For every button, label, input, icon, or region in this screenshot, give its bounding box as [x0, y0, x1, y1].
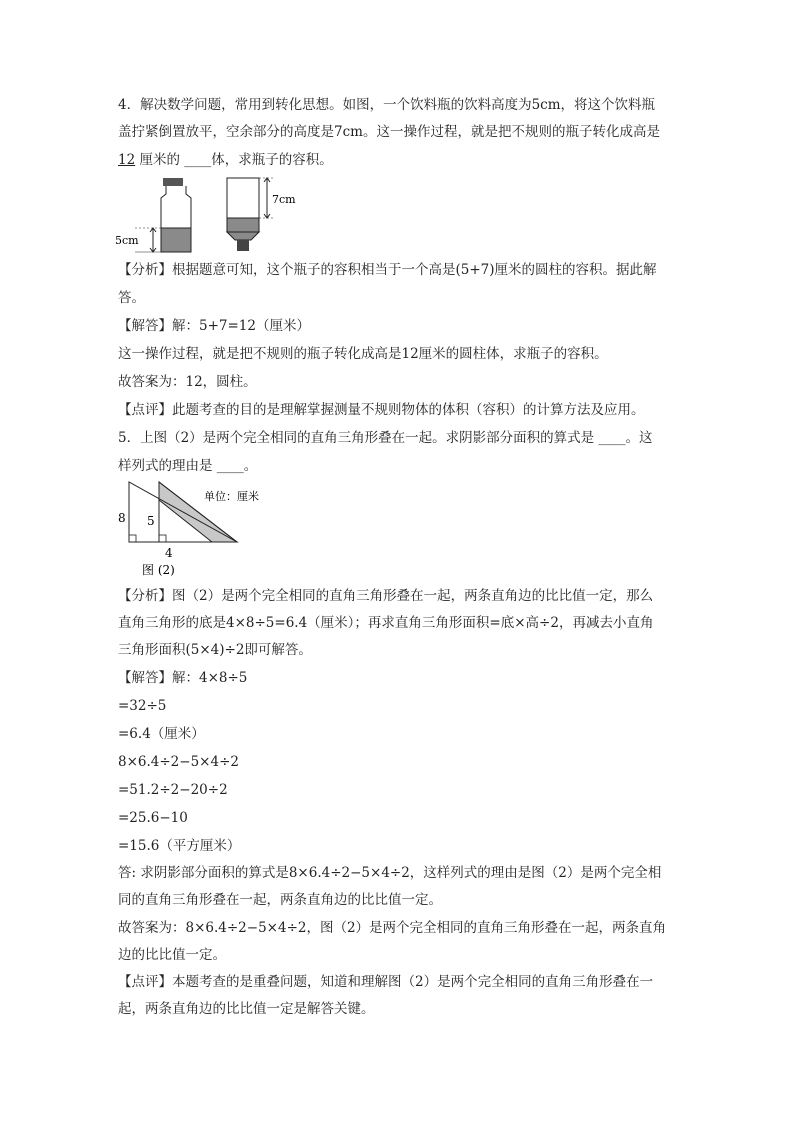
q4-analysis-line2: 答。: [118, 290, 145, 306]
q5-solution-line3: =6.4（厘米）: [118, 726, 205, 742]
q5-solution-line7: =15.6（平方厘米）: [118, 838, 241, 854]
q5-final-answer-line1: 故答案为：8×6.4÷2−5×4÷2，图（2）是两个完全相同的直角三角形叠在一起，两条直角: [118, 920, 667, 936]
q5-final-answer-line2: 边的比比值一定。: [118, 947, 226, 963]
triangle-figure: [115, 478, 305, 578]
q4-text-end: 体，求瓶子的容积。: [211, 152, 333, 168]
q5-solution-line1: 【解答】解：4×8÷5: [118, 670, 248, 686]
q5-comment-line2: 起，两条直角边的比比值一定是解答关键。: [118, 1001, 375, 1017]
q5-solution-line4: 8×6.4÷2−5×4÷2: [118, 754, 239, 770]
label-4: 4: [165, 546, 173, 560]
q4-answer: 故答案为：12，圆柱。: [118, 374, 257, 390]
q5-comment-line1: 【点评】本题考查的是重叠问题，知道和理解图（2）是两个完全相同的直角三角形叠在一: [118, 974, 654, 990]
bottle-figure: [115, 176, 305, 256]
unit-label: 单位：厘米: [204, 490, 259, 503]
fig-label-5cm: 5cm: [115, 234, 139, 247]
q5-text-line2: 样列式的理由是 ____。: [118, 458, 258, 474]
q4-text-unit: 厘米的: [135, 152, 185, 168]
q5-analysis-line3: 三角形面积(5×4)÷2即可解答。: [118, 642, 312, 658]
q5-analysis-line2: 直角三角形的底是4×8÷5=6.4（厘米）；再求直角三角形面积=底×高÷2，再减去小直角: [118, 615, 654, 631]
upright-bottle: [115, 178, 191, 252]
q5-solution-line5: =51.2÷2−20÷2: [118, 782, 228, 798]
q5-text-line1: 5．上图（2）是两个完全相同的直角三角形叠在一起。求阴影部分面积的算式是 ____。这: [118, 430, 653, 446]
q4-solution-line2: 这一操作过程，就是把不规则的瓶子转化成高是12厘米的圆柱体，求瓶子的容积。: [118, 346, 608, 362]
q5-reply-line2: 同的直角三角形叠在一起，两条直角边的比比值一定。: [118, 892, 442, 908]
q5-analysis-line1: 【分析】图（2）是两个完全相同的直角三角形叠在一起，两条直角边的比比值一定，那么: [118, 588, 654, 604]
q4-text-line2: 盖拧紧倒置放平，空余部分的高度是7cm。这一操作过程，就是把不规则的瓶子转化成高是: [118, 124, 660, 140]
right-angle-mark-right: [159, 535, 166, 542]
q4-comment: 【点评】此题考查的目的是理解掌握测量不规则物体的体积（容积）的计算方法及应用。: [118, 402, 645, 418]
q4-answer-blank-1: 12: [118, 152, 136, 168]
q4-text-line1: 4．解决数学问题，常用到转化思想。如图，一个饮料瓶的饮料高度为5cm，将这个饮料瓶: [118, 97, 656, 113]
q5-reply-line1: 答: 求阴影部分面积的算式是8×6.4÷2−5×4÷2，这样列式的理由是图（2）是两个完全相: [118, 865, 662, 881]
q4-answer-blank-2: ____: [184, 152, 212, 168]
q4-text-line3: [118, 151, 333, 169]
label-5: 5: [147, 514, 155, 528]
q4-analysis-line1: 【分析】根据题意可知，这个瓶子的容积相当于一个高是(5+7)厘米的圆柱的容积。据此解: [118, 262, 657, 278]
figure-caption: 图 (2): [142, 563, 175, 577]
q5-solution-line6: =25.6−10: [118, 810, 188, 826]
q5-solution-line2: =32÷5: [118, 698, 167, 714]
right-angle-mark-left: [129, 535, 136, 542]
fig-label-7cm: 7cm: [272, 193, 296, 206]
label-8: 8: [118, 511, 126, 525]
inverted-bottle: [227, 178, 296, 251]
q4-solution-line1: 【解答】解：5+7=12（厘米）: [118, 318, 310, 334]
